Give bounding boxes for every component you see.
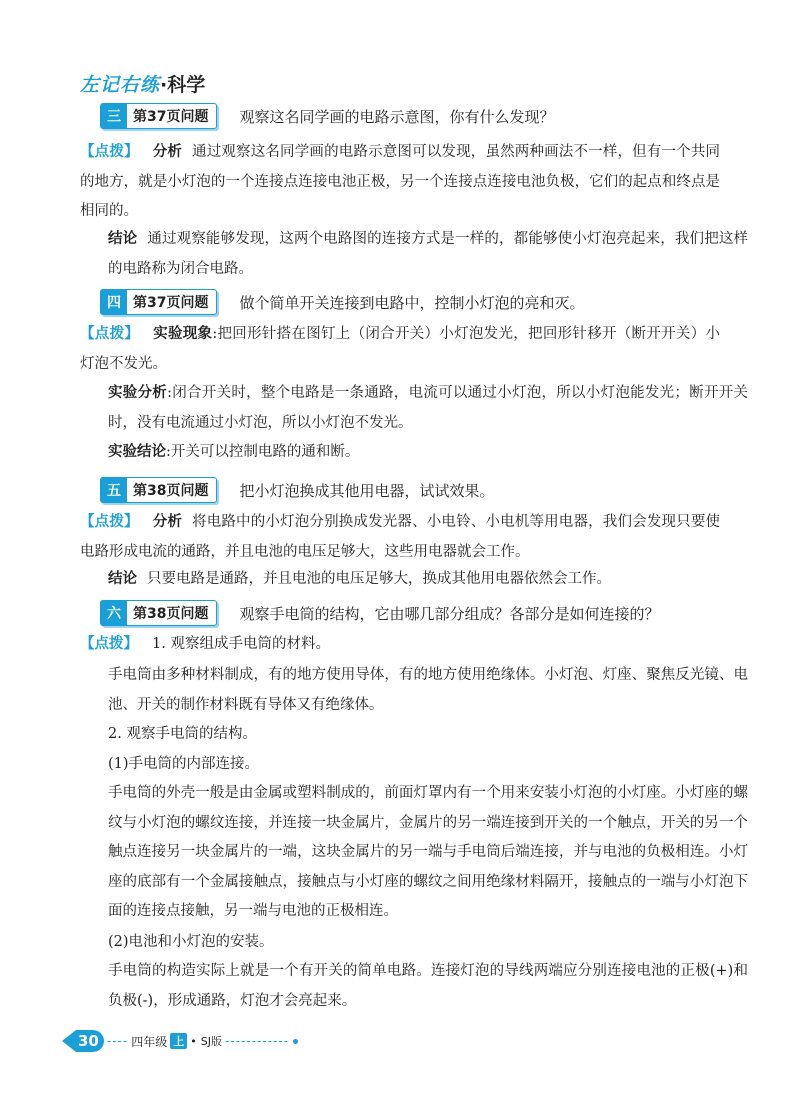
analysis-label: 分析 xyxy=(152,514,183,530)
separator-dot: • xyxy=(190,1034,197,1048)
analysis-label: 分析 xyxy=(152,144,183,160)
term-badge: 上 xyxy=(170,1033,187,1049)
materials-heading xyxy=(80,630,720,660)
question-number: 三 xyxy=(101,104,127,128)
question-number: 四 xyxy=(101,290,127,314)
experiment-analysis-paragraph xyxy=(80,379,748,438)
conclusion-text: 通过观察能够发现，这两个电路图的连接方式是一样的，都能够使小灯泡亮起来，我们把这样的电路称为闭合电路。 xyxy=(108,231,748,277)
experiment-analysis-text: :闭合开关时，整个电路是一条通路，电流可以通过小灯泡，所以小灯泡能发光；断开开关时，没有电流通过小灯泡，所以小灯泡不发光。 xyxy=(108,385,749,431)
brand-title: 左记右练 xyxy=(80,74,161,96)
hint-label: 【点拨】 xyxy=(80,514,139,530)
question-page-label: 第37页问题 xyxy=(133,295,209,311)
question-number: 五 xyxy=(101,478,127,502)
internal-connection-paragraph: 手电筒的外壳一般是由金属或塑料制成的，前面灯罩内有一个用来安装小灯泡的小灯座。小灯座的螺纹与小灯泡的螺纹连接，并连接一块金属片，金属片的另一端连接到开关的一个触点，开关的另一个触点连接另一块金属片的一端，这块金属片的另一端与手电筒后端连接，并与电池的负极相连。小灯座的底部有一个金属接触点，接触点与小灯座的螺纹之间用绝缘材料隔开，接触点的一端与小灯泡下面的连接点接触，另一端与电池的正极相连。 xyxy=(108,785,748,919)
structure-heading: 2. 观察手电筒的结构。 xyxy=(108,726,257,742)
question-header-4 xyxy=(100,289,585,315)
conclusion-paragraph xyxy=(80,225,748,284)
question-page-label: 第38页问题 xyxy=(133,606,209,622)
materials-heading-text: 1. 观察组成手电筒的材料。 xyxy=(152,636,330,652)
conclusion-text: 只要电路是通路，并且电池的电压足够大，换成其他用电器依然会工作。 xyxy=(147,571,611,587)
analysis-paragraph xyxy=(80,508,720,567)
header-dot: · xyxy=(160,74,168,96)
analysis-text: 将电路中的小灯泡分别换成发光器、小电铃、小电机等用电器，我们会发现只要使电路形成电流的通路，并且电池的电压足够大，这些用电器就会工作。 xyxy=(80,514,721,560)
footer-dash: ---- xyxy=(106,1034,129,1048)
conclusion-label: 结论 xyxy=(108,231,138,247)
analysis-paragraph xyxy=(80,138,720,227)
experiment-conclusion-paragraph xyxy=(80,438,748,468)
question-header-5 xyxy=(100,477,495,503)
question-number: 六 xyxy=(101,601,127,625)
hint-label: 【点拨】 xyxy=(80,636,138,652)
phenomenon-label: 实验现象 xyxy=(153,326,213,342)
question-text: 把小灯泡换成其他用电器，试试效果。 xyxy=(239,481,495,500)
question-header-6 xyxy=(100,600,660,626)
question-badge xyxy=(100,103,217,129)
footer-end-dot xyxy=(293,1039,298,1044)
edition-label: SJ版 xyxy=(200,1035,222,1048)
battery-installation-paragraph: 手电筒的构造实际上就是一个有开关的简单电路。连接灯泡的导线两端应分别连接电池的正极(+)和负极(-)，形成通路，灯泡才会亮起来。 xyxy=(108,963,748,1009)
analysis-text: 通过观察这名同学画的电路示意图可以发现，虽然两种画法不一样，但有一个共同的地方，就是小灯泡的一个连接点连接电池正极，另一个连接点连接电池负极，它们的起点和终点是相同的。 xyxy=(80,144,721,219)
experiment-conclusion-text: :开关可以控制电路的通和断。 xyxy=(166,444,360,460)
subject-title: 科学 xyxy=(167,74,206,96)
question-text: 做个简单开关连接到电路中，控制小灯泡的亮和灭。 xyxy=(239,293,585,312)
page-arrow-icon xyxy=(62,1030,76,1052)
materials-paragraph: 手电筒由多种材料制成，有的地方使用导体，有的地方使用绝缘体。小灯泡、灯座、聚焦反光镜、电池、开关的制作材料既有导体又有绝缘体。 xyxy=(108,667,748,713)
experiment-conclusion-label: 实验结论 xyxy=(108,444,166,460)
conclusion-paragraph xyxy=(80,565,748,595)
question-page-label: 第38页问题 xyxy=(133,483,209,499)
page-header xyxy=(80,70,205,97)
experiment-phenomenon-paragraph xyxy=(80,320,720,379)
phenomenon-text: :把回形针搭在图钉上（闭合开关）小灯泡发光，把回形针移开（断开开关）小灯泡不发光。 xyxy=(80,326,720,372)
question-text: 观察这名同学画的电路示意图，你有什么发现？ xyxy=(239,107,555,126)
conclusion-label: 结论 xyxy=(108,571,137,587)
experiment-analysis-label: 实验分析 xyxy=(108,385,168,401)
question-page-label: 第37页问题 xyxy=(133,109,209,125)
question-badge xyxy=(100,289,217,315)
grade-label: 四年级 xyxy=(131,1034,168,1049)
page-footer xyxy=(62,1030,298,1052)
question-badge xyxy=(100,477,217,503)
hint-label: 【点拨】 xyxy=(80,144,139,160)
internal-connection-heading: (1)手电筒的内部连接。 xyxy=(108,756,260,772)
question-header-3 xyxy=(100,103,555,129)
page-number: 30 xyxy=(76,1030,104,1052)
battery-installation-heading: (2)电池和小灯泡的安装。 xyxy=(108,934,274,950)
question-badge xyxy=(100,600,217,626)
footer-dash: ------------ xyxy=(224,1034,289,1048)
hint-label: 【点拨】 xyxy=(80,326,140,342)
question-text: 观察手电筒的结构，它由哪几部分组成？各部分是如何连接的？ xyxy=(239,604,660,623)
